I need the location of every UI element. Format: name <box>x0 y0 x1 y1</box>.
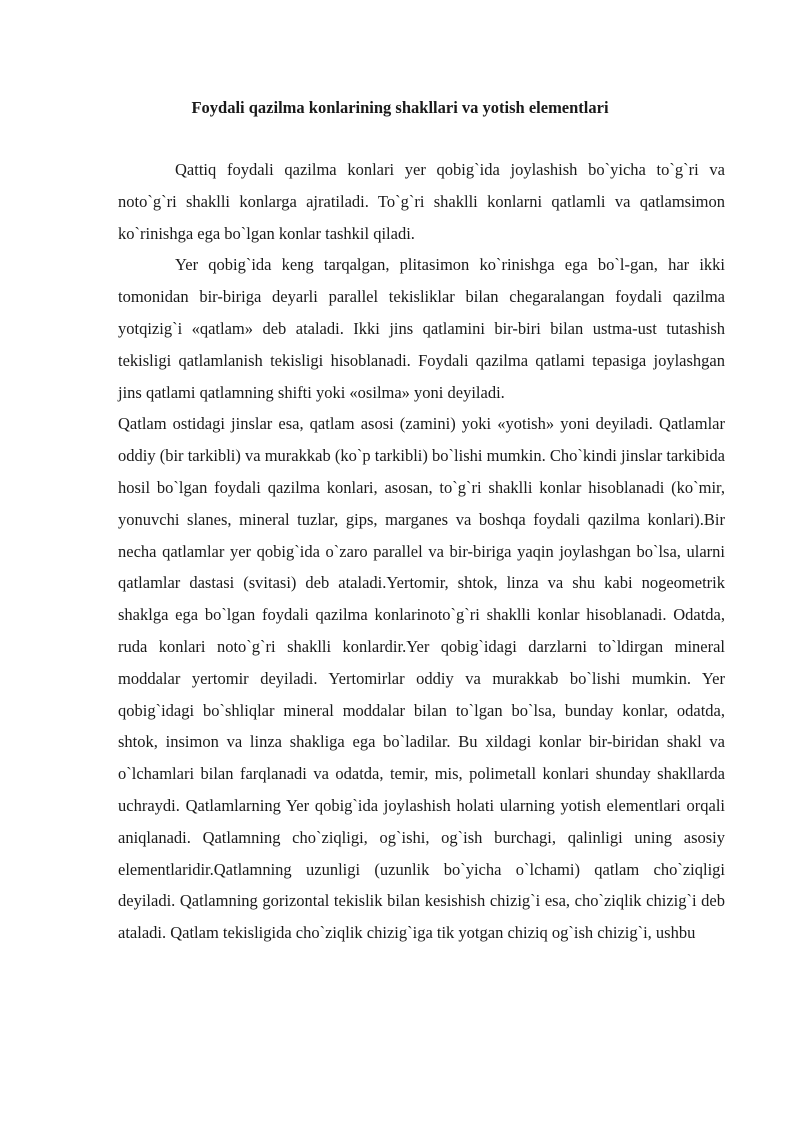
document-title: Foydali qazilma konlarining shakllari va yotish elementlari <box>191 98 609 117</box>
document-body <box>118 154 725 949</box>
paragraph-3: Qatlam ostidagi jinslar esa, qatlam asosi (zamini) yoki «yotish» yoni deyiladi. Qatlamlar oddiy (bir tarkibli) va murakkab (ko`p tarkibli) bo`lishi mumkin. Cho`kindi jinslar tarkibida hosil bo`lgan foydali qazilma konlari, asosan, to`g`ri shaklli konlar hisoblanadi (ko`mir, yonuvchi slanes, mineral tuzlar, gips, marganes va boshqa foydali qazilma konlari).Bir necha qatlamlar yer qobig`ida o`zaro parallel va bir-biriga yaqin joylashgan bo`lsa, ularni qatlamlar dastasi (svitasi) deb ataladi.Yertomir, shtok, linza va shu kabi nogeometrik shaklga ega bo`lgan foydali qazilma konlarinoto`g`ri shaklli konlar hisoblanadi. Odatda, ruda konlari noto`g`ri shaklli konlardir.Yer qobig`idagi darzlarni to`ldirgan mineral moddalar yertomir deyiladi. Yertomirlar oddiy va murakkab bo`lishi mumkin. Yer qobig`idagi bo`shliqlar mineral moddalar bilan to`lgan bo`lsa, bunday konlar, odatda, shtok, insimon va linza shakliga ega bo`ladilar. Bu xildagi konlar bir-biridan shakl va o`lchamlari bilan farqlanadi va odatda, temir, mis, polimetall konlari shunday shakllarda uchraydi. Qatlamlarning Yer qobig`ida joylashish holati ularning yotish elementlari orqali aniqlanadi. Qatlamning cho`ziqligi, og`ishi, og`ish burchagi, qalinligi uning asosiy elementlaridir.Qatlamning uzunligi (uzunlik bo`yicha o`lchami) qatlam cho`ziqligi deyiladi. Qatlamning gorizontal tekislik bilan kesishish chizig`i esa, cho`ziqlik chizig`i deb ataladi. Qatlam tekisligida cho`ziqlik chizig`iga tik yotgan chiziq og`ish chizig`i, ushbu <box>118 414 725 943</box>
paragraph-2: Yer qobig`ida keng tarqalgan, plitasimon ko`rinishga ega bo`l-gan, har ikki tomonidan bir-biriga deyarli parallel tekisliklar bilan chegaralangan foydali qazilma yotqizig`i «qatlam» deb ataladi. Ikki jins qatlamini bir-biri bilan ustma-ust tutashish tekisligi qatlamlanish tekisligi hisoblanadi. Foydali qazilma qatlami tepasiga joylashgan jins qatlami qatlamning shifti yoki «osilma» yoni deyiladi. <box>118 255 725 402</box>
paragraph-1: Qattiq foydali qazilma konlari yer qobig`ida joylashish bo`yicha to`g`ri va noto`g`ri shaklli konlarga ajratiladi. To`g`ri shaklli konlarni qatlamli va qatlamsimon ko`rinishga ega bo`lgan konlar tashkil qiladi. <box>118 160 725 243</box>
